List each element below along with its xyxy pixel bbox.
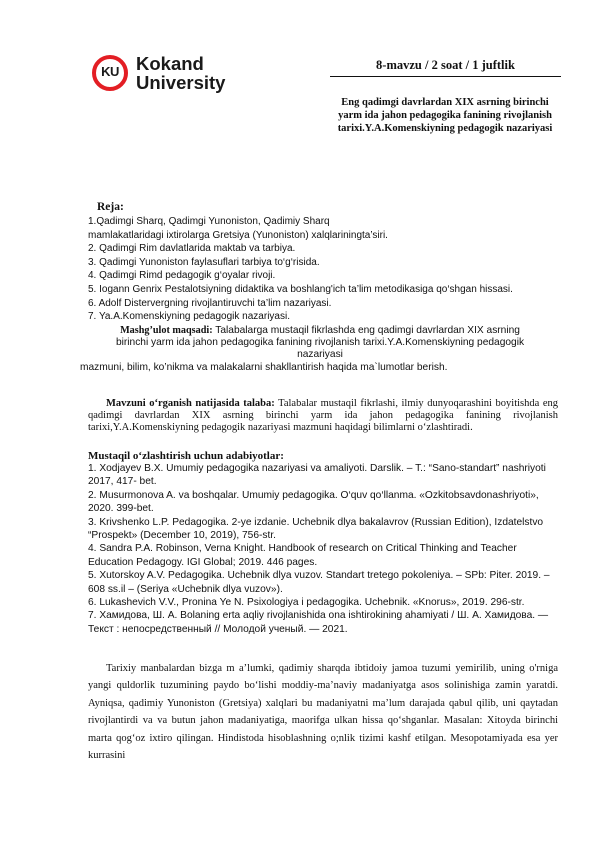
lesson-goal — [80, 325, 560, 374]
plan-item: 3. Qadimgi Yunoniston faylasuflari tarbiya to‘g‘risida. — [88, 256, 320, 268]
plan-list — [88, 215, 528, 324]
subtitle-line: yarm ida jahon pedagogika fanining rivojlanish — [338, 110, 552, 121]
plan-item: mamlakatlaridagi ixtirolarga Gretsiya (Yunoniston) xalqlariningta’siri. — [88, 229, 388, 241]
goal-label: Mashg’ulot maqsadi: — [120, 325, 213, 336]
literature-item: 1. Xodjayev B.X. Umumiy pedagogika nazariyasi va amaliyoti. Darslik. – T.: “Sano-standart” nashriyoti 2017, 417- bet. — [88, 463, 546, 488]
plan-item: 4. Qadimgi Rimd pedagogik g‘oyalar rivoji. — [88, 270, 276, 282]
plan-item: 6. Adolf Distervergning rivojlantiruvchi ta’lim nazariyasi. — [88, 297, 332, 309]
literature-item: 3. Krivshenko L.P. Pedagogika. 2-ye izdanie. Uchebnik dlya bakalavrov (Russian Edition), Izdatelstvo “Prospekt» (December 10, 2019), 756-str. — [88, 516, 544, 542]
logo-line2: University — [136, 72, 226, 93]
logo-initials: KU — [101, 64, 119, 79]
outcome-text: Talabalar mustaqil fikrlashi, ilmiy dunyoqarashini boyitishda eng qadimgi davrlardan XIX asrning birinchi yarm ida jahon pedagogika fanining rivojlanish tarixi,Y.A.Komenskiyning pedagogik nazariyasi mazmuni haqidagi bilimlarni o‘zlashtiradi. — [88, 398, 558, 434]
literature-item: 7. Хамидова, Ш. А. Bolaning erta aqliy rivojlanishida ona ishtirokining ahamiyati / Ш. А. Хамидова. — Текст : непосредственный // Молодой ученый. — 2021. — [88, 610, 549, 635]
literature-title: Mustaqil o‘zlashtirish uchun adabiyotlar: — [88, 450, 284, 462]
literature-item: 2. Musurmonova A. va boshqalar. Umumiy pedagogika. O‘quv qo‘llanma. «Ozkitobsavdonashriyoti», 2020. 399-bet. — [88, 489, 539, 515]
plan-title: Reja: — [97, 201, 124, 213]
subtitle-line: tarixi.Y.A.Komenskiyning pedagogik nazariyasi — [337, 123, 553, 134]
topic-subtitle — [320, 96, 570, 135]
outcome-label: Mavzuni o‘rganish natijasida talaba: — [106, 398, 275, 409]
plan-item: 5. Iogann Genrix Pestalotsiyning didaktika va boshlang'ich ta’lim metodikasiga qo‘shgan hissasi. — [88, 283, 513, 295]
topic-header: 8-mavzu / 2 soat / 1 juftlik — [330, 58, 561, 77]
plan-item: 2. Qadimgi Rim davlatlarida maktab va tarbiya. — [88, 243, 296, 255]
subtitle-line: Eng qadimgi davrlardan XIX asrning birinchi — [341, 97, 549, 108]
university-logo — [92, 52, 242, 98]
goal-text: birinchi yarm ida jahon pedagogika fanining rivojlanish tarixi.Y.A.Komenskiyning pedagogik — [115, 337, 525, 349]
body-paragraph — [88, 660, 558, 764]
learning-outcome — [88, 398, 558, 435]
literature-item: 6. Lukashevich V.V., Pronina Ye N. Psixologiya i pedagogika. Uchebnik. «Knorus», 2019. 296-str. — [88, 597, 525, 609]
logo-line1: Kokand — [136, 53, 204, 74]
goal-text: mazmuni, bilim, ko’nikma va malakalarni shakllantirish haqida ma`lumotlar berish. — [80, 361, 448, 373]
body-text: Tarixiy manbalardan bizga m a’lumki, qadimiy sharqda ibtidoiy jamoa tuzumi yemirilib, uning o'rniga yangi quldorlik tuzumining paydo bo‘lishi moddiy-ma’naviy madaniyatga asos solinishiga zamin yaratdi. Ayniqsa, qadimiy Yunoniston (Gretsiya) xalqlari bu madaniyatni ma’lum darajada qabul qilib, uni qaytadan rivojlantirdi va va butun jahon madaniyatiga, maorifga ulkan hissa qo‘shganlar. Masalan: Xitoyda birinchi marta qog‘oz ixtiro qilingan. Hindistoda hisoblashning o;nlik tizimi kashf etilgan. Mesopotamiyada esa yer kurrasini — [88, 663, 558, 762]
plan-item: 1.Qadimgi Sharq, Qadimgi Yunoniston, Qadimiy Sharq — [88, 216, 330, 227]
goal-text: Talabalarga mustaqil fikrlashda eng qadimgi davrlardan XIX asrning — [212, 325, 520, 336]
literature-item: 4. Sandra P.A. Robinson, Verna Knight. Handbook of research on Critical Thinking and Teacher Education Pedagogy. IGI Global; 2019. 446 pages. — [88, 543, 517, 568]
literature-list — [88, 462, 560, 636]
goal-text: nazariyasi — [297, 349, 343, 361]
literature-item: 5. Xutorskoy A.V. Pedagogika. Uchebnik dlya vuzov. Standart tretego pokoleniya. – SPb: Piter. 2019. – 608 ss.il – (Seriya «Uchebnik dlya vuzov»). — [88, 570, 550, 595]
logo-wordmark — [136, 54, 225, 92]
plan-item: 7. Ya.A.Komenskiyning pedagogik nazariyasi. — [88, 311, 290, 323]
